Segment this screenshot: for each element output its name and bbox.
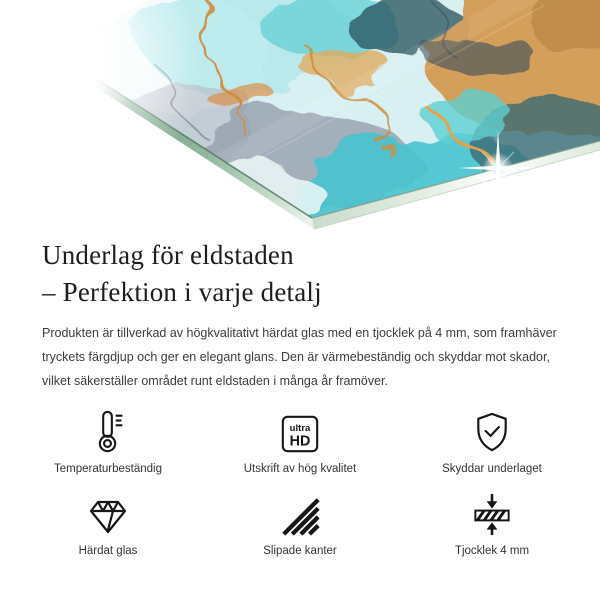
ultra-hd-icon-text-top: ultra [289, 423, 311, 435]
glass-panel-photo [0, 0, 600, 232]
white-fade-overlay [0, 0, 300, 232]
page-title [42, 237, 558, 311]
thickness-icon [470, 491, 514, 537]
diamond-icon [86, 491, 130, 537]
feature-label: Tjocklek 4 mm [454, 545, 530, 557]
feature-print-quality [204, 409, 396, 475]
feature-label: Skyddar underlaget [442, 463, 542, 475]
product-description: Produkten är tillverkad av högkvalitativt härdat glas med en tjocklek på 4 mm, som framhäver tryckets färgdjup och ger en elegant glans. Den är värmebeständig och skyddar mot skador, vilket säkerställer området runt eldstaden i många år framöver. [42, 326, 557, 388]
feature-tempered-glass [12, 491, 204, 557]
thermometer-icon [88, 409, 128, 455]
page-title-line2: – Perfektion i varje detalj [42, 277, 322, 307]
ultra-hd-icon [279, 409, 321, 455]
feature-grid [12, 409, 588, 557]
feature-label: Utskrift av hög kvalitet [243, 463, 357, 475]
shield-check-icon [470, 409, 514, 455]
ultra-hd-icon-text-bottom: HD [289, 433, 311, 450]
feature-protects-surface [396, 409, 588, 475]
feature-label: Slipade kanter [263, 545, 337, 557]
product-image [0, 0, 600, 232]
page-title-line1: Underlag för eldstaden [42, 240, 294, 270]
feature-ground-edges [204, 491, 396, 557]
feature-label: Härdat glas [78, 545, 138, 557]
beveled-edges-icon [279, 491, 321, 537]
feature-temperature-resistant [12, 409, 204, 475]
feature-thickness [396, 491, 588, 557]
feature-label: Temperaturbeständig [53, 463, 163, 475]
